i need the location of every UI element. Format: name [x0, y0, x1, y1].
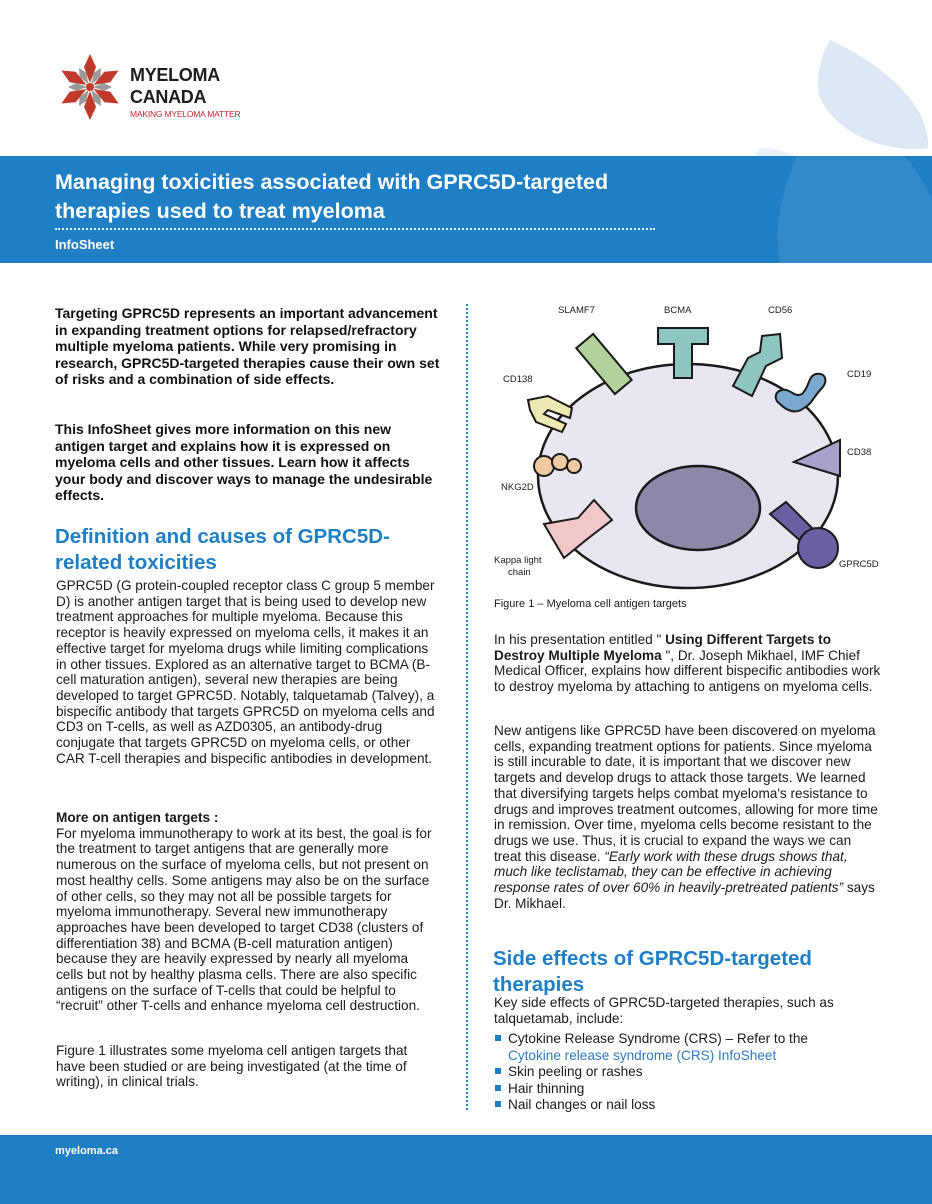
label-nkg2d: NKG2D — [501, 482, 534, 493]
title-divider — [55, 228, 655, 230]
logo-line2: CANADA — [130, 87, 207, 107]
presentation-paragraph — [494, 632, 882, 695]
crs-infosheet-link[interactable]: Cytokine release syndrome (CRS) InfoSheet — [508, 1047, 777, 1063]
new-antigens-text: New antigens like GPRC5D have been discovered on myeloma cells, expanding treatment options for patients. Since myeloma is still incurable to date, it is important that we discover new targets and develop drugs to attack those targets. We learned that diversifying targets helps combat myeloma's resistance to drugs and improves treatment outcomes, allowing for more time in remission. Over time, myeloma cells become resistant to the drugs we use. Thus, it is crucial to expand the ways we can treat this disease. — [494, 723, 878, 864]
antigen-targets-block — [56, 810, 438, 1014]
list-item-crs — [494, 1031, 874, 1064]
intro-paragraph-1: Targeting GPRC5D represents an important advancement in expanding treatment options for relapsed/refractory multiple myeloma patients. While very promising in research, GPRC5D-targeted therapies cause their own set of risks and a combination of side effects. — [55, 305, 440, 388]
cd138-receptor — [528, 396, 572, 432]
presentation-text-pre: In his presentation entitled " — [494, 632, 662, 647]
figure-reference-paragraph: Figure 1 illustrates some myeloma cell antigen targets that have been studied or are being investigated (at the time of writing), in clinical trials. — [56, 1043, 408, 1090]
label-kappa-line2: chain — [508, 567, 531, 578]
side-effects-intro: Key side effects of GPRC5D-targeted therapies, such as talquetamab, include: — [494, 995, 834, 1026]
section2-heading: Side effects of GPRC5D-targeted therapies — [493, 947, 812, 996]
cell-nucleus — [636, 466, 760, 550]
section1-paragraph-1: GPRC5D (G protein-coupled receptor class C group 5 member D) is another antigen target that is being used to develop new treatment approaches for multiple myeloma. Because this receptor is heavily expressed on myeloma cells, it makes it an effective target for myeloma drugs while limiting complications in other tissues. Explored as an alternative target to BCMA (B-cell maturation antigen), several new therapies are being developed to target GPRC5D. Notably, talquetamab (Talvey), a bispecific antibody that targets GPRC5D on myeloma cells and CD3 on T-cells, as well as AZD0305, an antibody-drug conjugate that targets GPRC5D on myeloma cells, or other CAR T-cell therapies and bispecific antibodies in development. — [56, 578, 435, 766]
mikhael-quote: “Early work with these drugs shows that, much like teclistamab, they can be effective in achieving response rates of over 60% in heavily-pretreated patients” — [494, 848, 848, 896]
antigen-targets-title: More on antigen targets : — [56, 810, 219, 825]
antigen-targets-paragraph: For myeloma immunotherapy to work at its best, the goal is for the treatment to target antigens that are generally more numerous on the surface of myeloma cells, but not present on most healthy cells. Some antigens may also be on the surface of other cells, so they may not all be possible targets for myeloma immunotherapy. Several new immunotherapy approaches have been developed to target CD38 (clusters of differentiation 38) and BCMA (B-cell maturation antigen) because they are heavily expressed by nearly all myeloma cells but not by healthy plasma cells. There are also specific antigens on the surface of T-cells that could be helpful to “recruit” other T-cells and enhance myeloma cell destruction. — [56, 825, 432, 1014]
column-divider — [466, 304, 468, 1110]
presentation-text-post: ", Dr. Joseph Mikhael, IMF Chief Medical Officer, explains how different bispecific antibodies work to destroy myeloma by attaching to antigens on myeloma cells. — [494, 647, 881, 695]
quote-attribution: says Dr. Mikhael. — [494, 880, 875, 911]
antigen-targets-figure — [490, 296, 910, 596]
page-subtitle: InfoSheet — [55, 237, 115, 252]
label-cd138: CD138 — [503, 374, 533, 385]
page-title: Managing toxicities associated with GPRC5D-targeted therapies used to treat myeloma — [55, 170, 609, 223]
label-kappa-line1: Kappa light — [494, 555, 542, 566]
logo-wordmark — [130, 64, 220, 108]
list-item-nails: Nail changes or nail loss — [494, 1097, 874, 1114]
logo-tagline: MAKING MYELOMA MATTER — [130, 109, 241, 119]
logo-line1: MYELOMA — [130, 65, 220, 85]
intro-paragraph-2: This InfoSheet gives more information on this new antigen target and explains how it is expressed on myeloma cells and other tissues. Learn how it affects your body and discover ways to manage the undesirable effects. — [55, 421, 433, 504]
presentation-title: Using Different Targets to Destroy Multiple Myeloma — [494, 632, 831, 663]
label-cd56: CD56 — [768, 305, 793, 316]
label-bcma: BCMA — [664, 305, 692, 316]
list-item-hair: Hair thinning — [494, 1081, 874, 1098]
figure-caption: Figure 1 – Myeloma cell antigen targets — [494, 598, 687, 610]
label-cd38: CD38 — [847, 447, 872, 458]
label-cd19: CD19 — [847, 369, 872, 380]
label-gprc5d: GPRC5D — [839, 559, 879, 570]
footer-url-link[interactable]: myeloma.ca — [55, 1145, 118, 1157]
side-effects-list — [494, 1031, 874, 1114]
new-antigens-paragraph — [494, 723, 882, 911]
list-item-skin: Skin peeling or rashes — [494, 1064, 874, 1081]
footer-bar — [0, 1135, 932, 1204]
myeloma-canada-logo-icon — [52, 52, 128, 122]
cd19-receptor — [776, 374, 826, 412]
section1-heading: Definition and causes of GPRC5D-related toxicities — [55, 525, 390, 574]
label-slamf7: SLAMF7 — [558, 305, 595, 316]
crs-text: Cytokine Release Syndrome (CRS) – Refer to the — [508, 1031, 808, 1046]
